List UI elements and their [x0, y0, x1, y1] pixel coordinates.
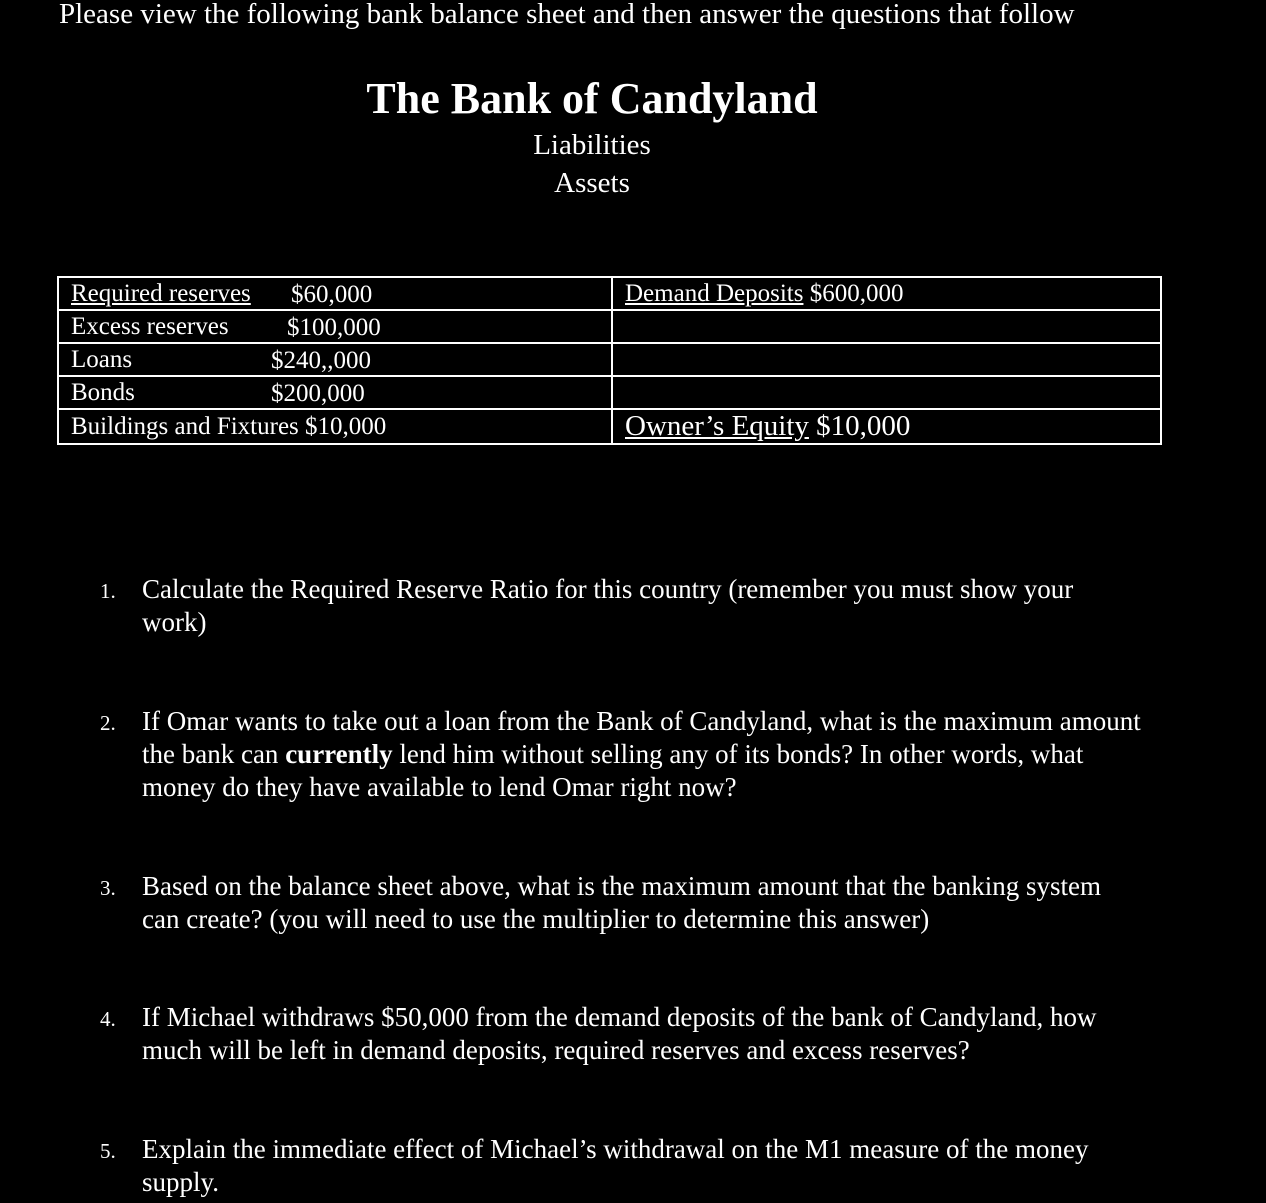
question-number: 2.: [100, 711, 116, 735]
asset-cell: [58, 376, 612, 409]
asset-label: Loans: [71, 345, 133, 373]
question-5: [100, 1133, 1142, 1199]
bank-title: The Bank of Candyland: [366, 74, 818, 123]
question-text-emphasis: currently: [285, 739, 393, 769]
asset-value: $240,,000: [271, 347, 371, 374]
liability-label: Owner’s Equity: [625, 410, 809, 442]
asset-value: $100,000: [287, 314, 381, 341]
table-row: [58, 409, 1161, 444]
question-number: 5.: [100, 1139, 116, 1163]
liability-cell: [612, 343, 1161, 376]
asset-label: Required reserves: [71, 279, 251, 307]
liability-value: $10,000: [816, 410, 911, 442]
question-text: lend him without selling any of its bonds? In other words, what money do they have available to lend Omar right now?: [142, 739, 1084, 802]
asset-cell: [58, 310, 612, 343]
asset-value: $10,000: [305, 412, 387, 440]
question-text: If Omar wants to take out a loan from the Bank of Candyland, what is the maximum amount the bank can: [142, 706, 1141, 769]
question-text: Calculate the Required Reserve Ratio for this country (remember you must show your work): [142, 574, 1074, 637]
question-2: [100, 705, 1142, 804]
asset-cell: [58, 409, 612, 444]
asset-label: Bonds: [71, 378, 135, 406]
liability-value: $600,000: [809, 279, 904, 307]
question-text: Explain the immediate effect of Michael’s withdrawal on the M1 measure of the money supply.: [142, 1134, 1089, 1197]
question-number: 1.: [100, 579, 116, 603]
liabilities-heading: Liabilities: [533, 129, 651, 161]
asset-cell: [58, 277, 612, 310]
liability-cell: [612, 310, 1161, 343]
liability-cell: [612, 376, 1161, 409]
asset-value: $200,000: [271, 380, 365, 407]
question-text: Based on the balance sheet above, what is the maximum amount that the banking system can create? (you will need to use the multiplier to determine this answer): [142, 871, 1102, 934]
balance-sheet-table: [57, 276, 1162, 445]
question-1: [100, 573, 1142, 639]
asset-value: $60,000: [291, 281, 373, 308]
question-4: [100, 1001, 1142, 1067]
asset-cell: [58, 343, 612, 376]
question-text: If Michael withdraws $50,000 from the demand deposits of the bank of Candyland, how much will be left in demand deposits, required reserves and excess reserves?: [142, 1002, 1097, 1065]
liability-cell: [612, 277, 1161, 310]
table-row: [58, 376, 1161, 409]
asset-label: Buildings and Fixtures: [71, 412, 299, 440]
table-row: [58, 277, 1161, 310]
table-row: [58, 343, 1161, 376]
asset-label: Excess reserves: [71, 312, 229, 340]
question-number: 3.: [100, 876, 116, 900]
liability-cell: [612, 409, 1161, 444]
intro-text: Please view the following bank balance sheet and then answer the questions that follow: [59, 0, 1075, 30]
liability-label: Demand Deposits: [625, 279, 804, 307]
assets-heading: Assets: [554, 167, 630, 199]
question-number: 4.: [100, 1007, 116, 1031]
table-row: [58, 310, 1161, 343]
question-3: [100, 870, 1142, 936]
